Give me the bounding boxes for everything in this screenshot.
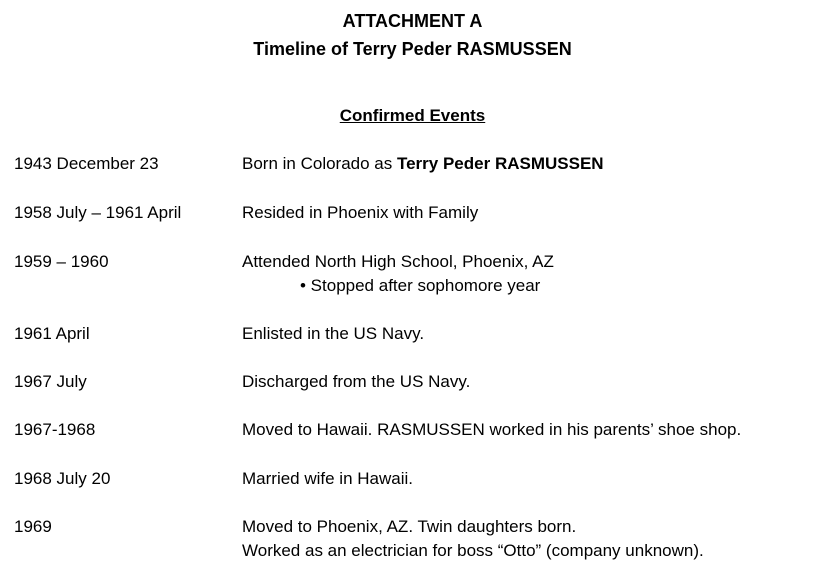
event-text-line: Discharged from the US Navy. [242, 372, 471, 391]
event-date: 1958 July – 1961 April [14, 203, 182, 222]
event-text-line [242, 152, 827, 176]
event-description [242, 152, 827, 176]
event-date: 1969 [14, 517, 52, 536]
event-description [242, 201, 827, 225]
event-text-line: Enlisted in the US Navy. [242, 324, 425, 343]
attachment-title: ATTACHMENT A [342, 11, 483, 31]
event-description [242, 418, 827, 442]
timeline-title: Timeline of Terry Peder RASMUSSEN [253, 39, 572, 59]
event-description [242, 370, 827, 394]
event-text-line: Married wife in Hawaii. [242, 469, 413, 488]
event-bullet-item: • Stopped after sophomore year [300, 276, 541, 295]
event-date: 1967-1968 [14, 420, 96, 439]
event-text-line: Resided in Phoenix with Family [242, 203, 479, 222]
event-text-line: Attended North High School, Phoenix, AZ [242, 252, 554, 271]
event-description [242, 250, 827, 298]
event-text-prefix: Born in Colorado as [242, 154, 397, 173]
event-description [242, 515, 827, 563]
event-date: 1959 – 1960 [14, 252, 109, 271]
event-description [242, 322, 827, 346]
event-description [242, 467, 827, 491]
event-date: 1967 July [14, 372, 87, 391]
event-date: 1961 April [14, 324, 90, 343]
section-heading-confirmed-events: Confirmed Events [339, 106, 486, 125]
event-text-line: Worked as an electrician for boss “Otto” (company unknown). [242, 541, 704, 560]
event-date: 1943 December 23 [14, 154, 159, 173]
event-text-bold-name: Terry Peder RASMUSSEN [396, 154, 604, 173]
event-text-line: Moved to Phoenix, AZ. Twin daughters born. [242, 517, 577, 536]
event-text-line: Moved to Hawaii. RASMUSSEN worked in his parents’ shoe shop. [242, 420, 742, 439]
event-date: 1968 July 20 [14, 469, 111, 488]
